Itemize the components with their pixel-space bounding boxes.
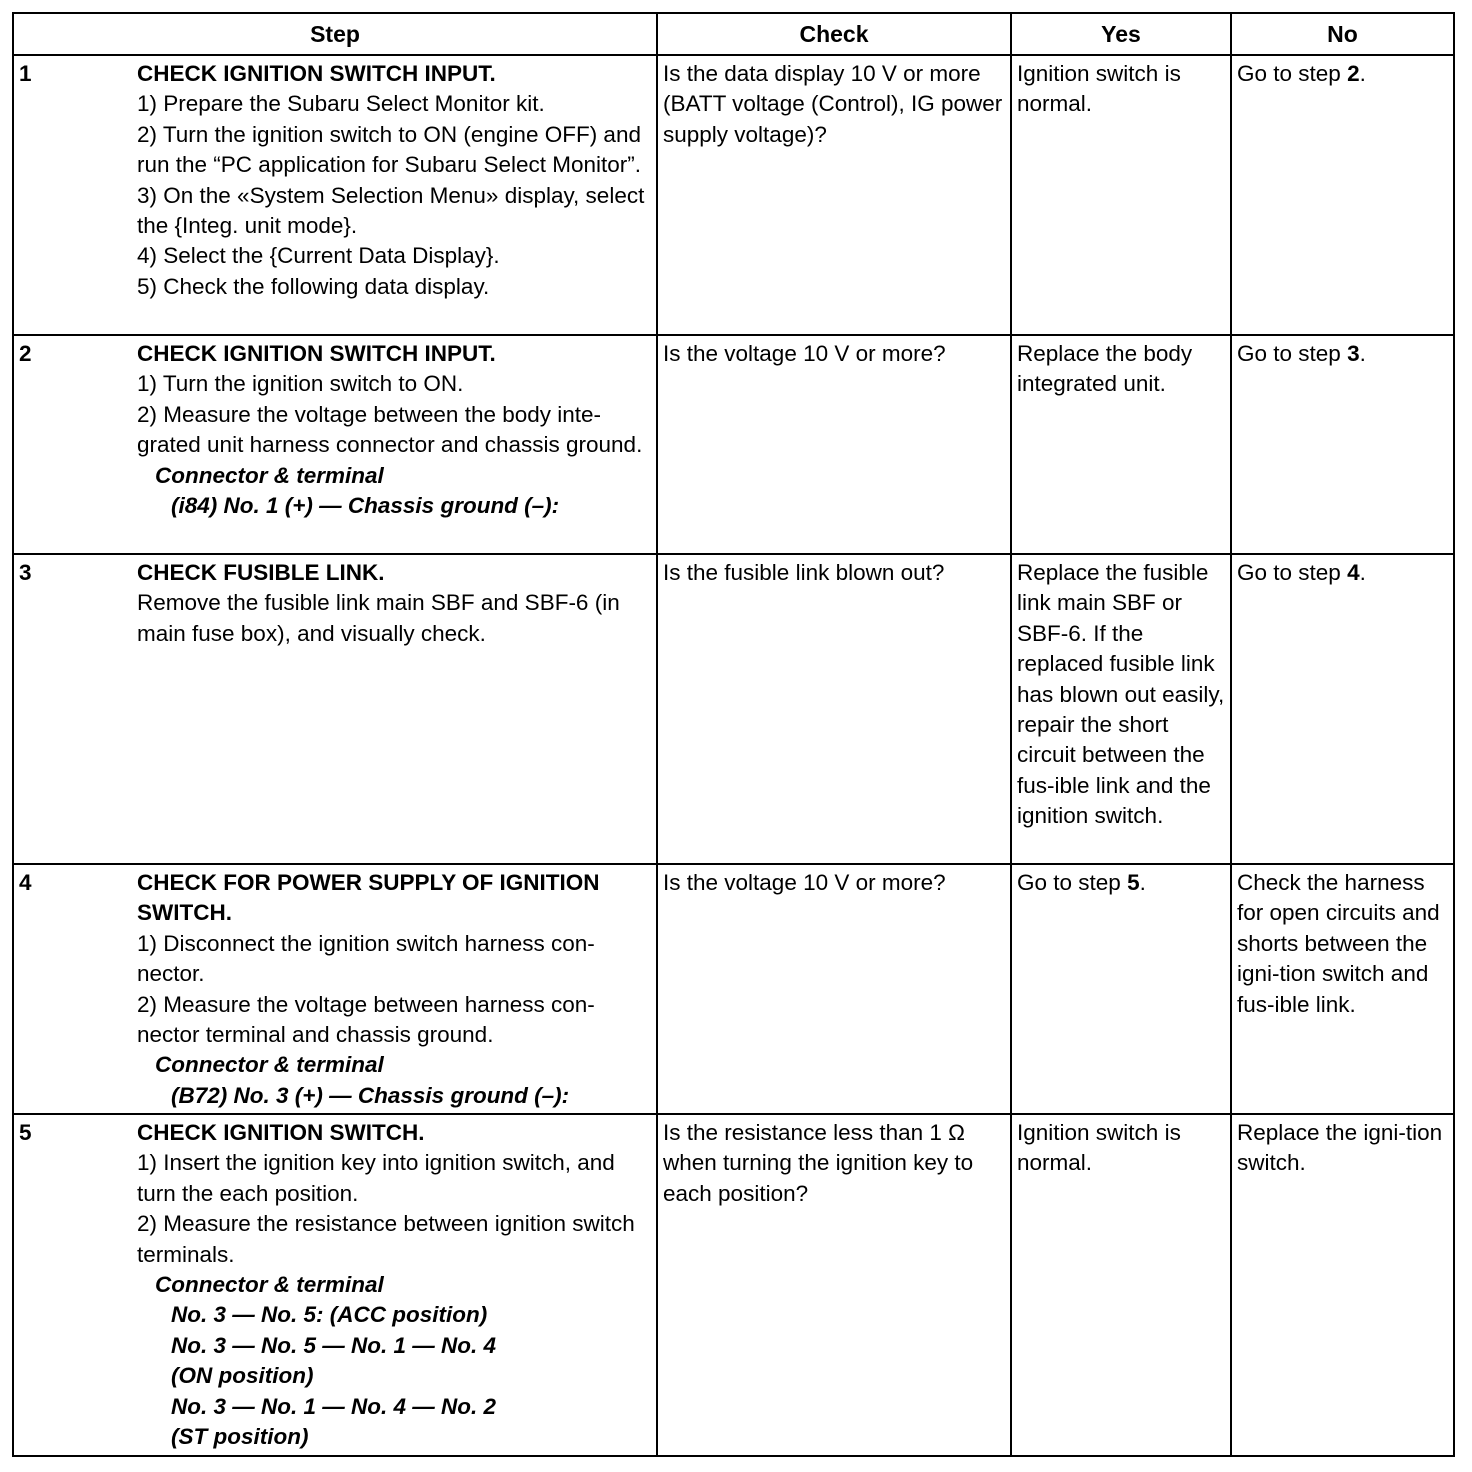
goto-prefix: Go to step bbox=[1237, 61, 1348, 86]
step-cell bbox=[13, 864, 657, 1114]
instruction: 2) Measure the voltage between harness con-nector terminal and chassis ground. bbox=[137, 991, 595, 1048]
check-text: Is the voltage 10 V or more? bbox=[663, 870, 946, 895]
connector-line: No. 3 — No. 5 — No. 1 — No. 4 bbox=[171, 1332, 497, 1358]
yes-text: Ignition switch is normal. bbox=[1017, 61, 1181, 117]
step-title: CHECK FUSIBLE LINK. bbox=[137, 560, 385, 585]
step-title: CHECK IGNITION SWITCH INPUT. bbox=[137, 341, 496, 366]
instruction: 3) On the «System Selection Menu» display, select the {Integ. unit mode}. bbox=[137, 182, 645, 239]
yes-text: Replace the fusible link main SBF or SBF-6. If the replaced fusible link has blown out easily, repair the short circuit between the fus-ible link and the ignition switch. bbox=[1017, 560, 1225, 829]
no-text: Check the harness for open circuits and shorts between the igni-tion switch and fus-ible link. bbox=[1237, 870, 1440, 1017]
yes-text: Ignition switch is normal. bbox=[1017, 1120, 1181, 1176]
yes-cell bbox=[1011, 554, 1231, 864]
step-cell bbox=[13, 335, 657, 554]
header-yes: Yes bbox=[1011, 13, 1231, 55]
connector-heading: Connector & terminal bbox=[155, 1272, 384, 1298]
header-no: No bbox=[1231, 13, 1454, 55]
instruction: 2) Measure the voltage between the body inte-grated unit harness connector and chassis ground. bbox=[137, 401, 643, 458]
check-cell bbox=[657, 1114, 1011, 1456]
check-cell bbox=[657, 864, 1011, 1114]
instruction: 2) Turn the ignition switch to ON (engine OFF) and run the “PC application for Subaru Select Monitor”. bbox=[137, 121, 641, 178]
yes-text bbox=[1012, 865, 1230, 898]
diagnostic-table bbox=[12, 12, 1455, 1457]
no-text bbox=[1232, 56, 1453, 89]
no-text bbox=[1232, 555, 1453, 588]
check-text: Is the fusible link blown out? bbox=[663, 560, 945, 585]
instruction: 5) Check the following data display. bbox=[137, 273, 490, 299]
step-cell bbox=[13, 55, 657, 335]
connector-line: No. 3 — No. 5: (ACC position) bbox=[171, 1302, 488, 1328]
instruction: 1) Turn the ignition switch to ON. bbox=[137, 371, 464, 397]
check-cell bbox=[657, 554, 1011, 864]
step-number: 2 bbox=[19, 341, 32, 366]
yes-text: Replace the body integrated unit. bbox=[1017, 341, 1193, 397]
yes-cell bbox=[1011, 335, 1231, 554]
step-title: CHECK FOR POWER SUPPLY OF IGNITION SWITCH. bbox=[137, 870, 600, 926]
connector-heading: Connector & terminal bbox=[155, 462, 384, 488]
step-number: 1 bbox=[19, 61, 32, 86]
step-number: 3 bbox=[19, 560, 32, 585]
step-title: CHECK IGNITION SWITCH. bbox=[137, 1120, 425, 1145]
goto-suffix: . bbox=[1139, 870, 1146, 895]
goto-step-ref: 5 bbox=[1127, 870, 1140, 895]
goto-suffix: . bbox=[1359, 61, 1366, 86]
no-text: Replace the igni-tion switch. bbox=[1237, 1120, 1443, 1176]
goto-prefix: Go to step bbox=[1237, 560, 1348, 585]
step-cell bbox=[13, 554, 657, 864]
connector-heading: Connector & terminal bbox=[155, 1052, 384, 1078]
instruction: 4) Select the {Current Data Display}. bbox=[137, 243, 500, 269]
step-number: 5 bbox=[19, 1120, 32, 1145]
step-title: CHECK IGNITION SWITCH INPUT. bbox=[137, 61, 496, 86]
instruction: Remove the fusible link main SBF and SBF-6 (in main fuse box), and visually check. bbox=[137, 590, 620, 646]
header-row bbox=[13, 13, 1454, 55]
check-cell bbox=[657, 55, 1011, 335]
yes-cell bbox=[1011, 1114, 1231, 1456]
goto-step-ref: 3 bbox=[1347, 341, 1360, 366]
check-cell bbox=[657, 335, 1011, 554]
table-row bbox=[13, 1114, 1454, 1456]
instruction: 1) Prepare the Subaru Select Monitor kit. bbox=[137, 91, 545, 117]
no-text bbox=[1232, 336, 1453, 369]
header-step: Step bbox=[13, 13, 657, 55]
no-cell bbox=[1231, 554, 1454, 864]
goto-suffix: . bbox=[1359, 560, 1366, 585]
connector-line: (B72) No. 3 (+) — Chassis ground (–): bbox=[171, 1082, 570, 1108]
connector-line: (ST position) bbox=[171, 1424, 309, 1450]
no-cell bbox=[1231, 335, 1454, 554]
no-cell bbox=[1231, 1114, 1454, 1456]
connector-line: No. 3 — No. 1 — No. 4 — No. 2 bbox=[171, 1393, 497, 1419]
yes-cell bbox=[1011, 55, 1231, 335]
instruction: 1) Insert the ignition key into ignition switch, and turn the each position. bbox=[137, 1150, 615, 1206]
no-cell bbox=[1231, 864, 1454, 1114]
goto-prefix: Go to step bbox=[1237, 341, 1348, 366]
connector-line: (i84) No. 1 (+) — Chassis ground (–): bbox=[171, 493, 560, 519]
header-check: Check bbox=[657, 13, 1011, 55]
yes-cell bbox=[1011, 864, 1231, 1114]
no-cell bbox=[1231, 55, 1454, 335]
table-row bbox=[13, 554, 1454, 864]
check-text: Is the voltage 10 V or more? bbox=[663, 341, 946, 366]
table-row bbox=[13, 55, 1454, 335]
check-text: Is the resistance less than 1 Ω when turning the ignition key to each position? bbox=[663, 1120, 974, 1206]
goto-prefix: Go to step bbox=[1017, 870, 1128, 895]
step-number: 4 bbox=[19, 870, 32, 895]
table-row bbox=[13, 864, 1454, 1114]
check-text: Is the data display 10 V or more (BATT voltage (Control), IG power supply voltage)? bbox=[663, 61, 1003, 147]
goto-step-ref: 4 bbox=[1347, 560, 1360, 585]
table-row bbox=[13, 335, 1454, 554]
connector-line: (ON position) bbox=[171, 1363, 314, 1389]
step-cell bbox=[13, 1114, 657, 1456]
instruction: 1) Disconnect the ignition switch harness con-nector. bbox=[137, 930, 595, 987]
instruction: 2) Measure the resistance between ignition switch terminals. bbox=[137, 1211, 635, 1267]
goto-step-ref: 2 bbox=[1347, 61, 1360, 86]
goto-suffix: . bbox=[1359, 341, 1366, 366]
